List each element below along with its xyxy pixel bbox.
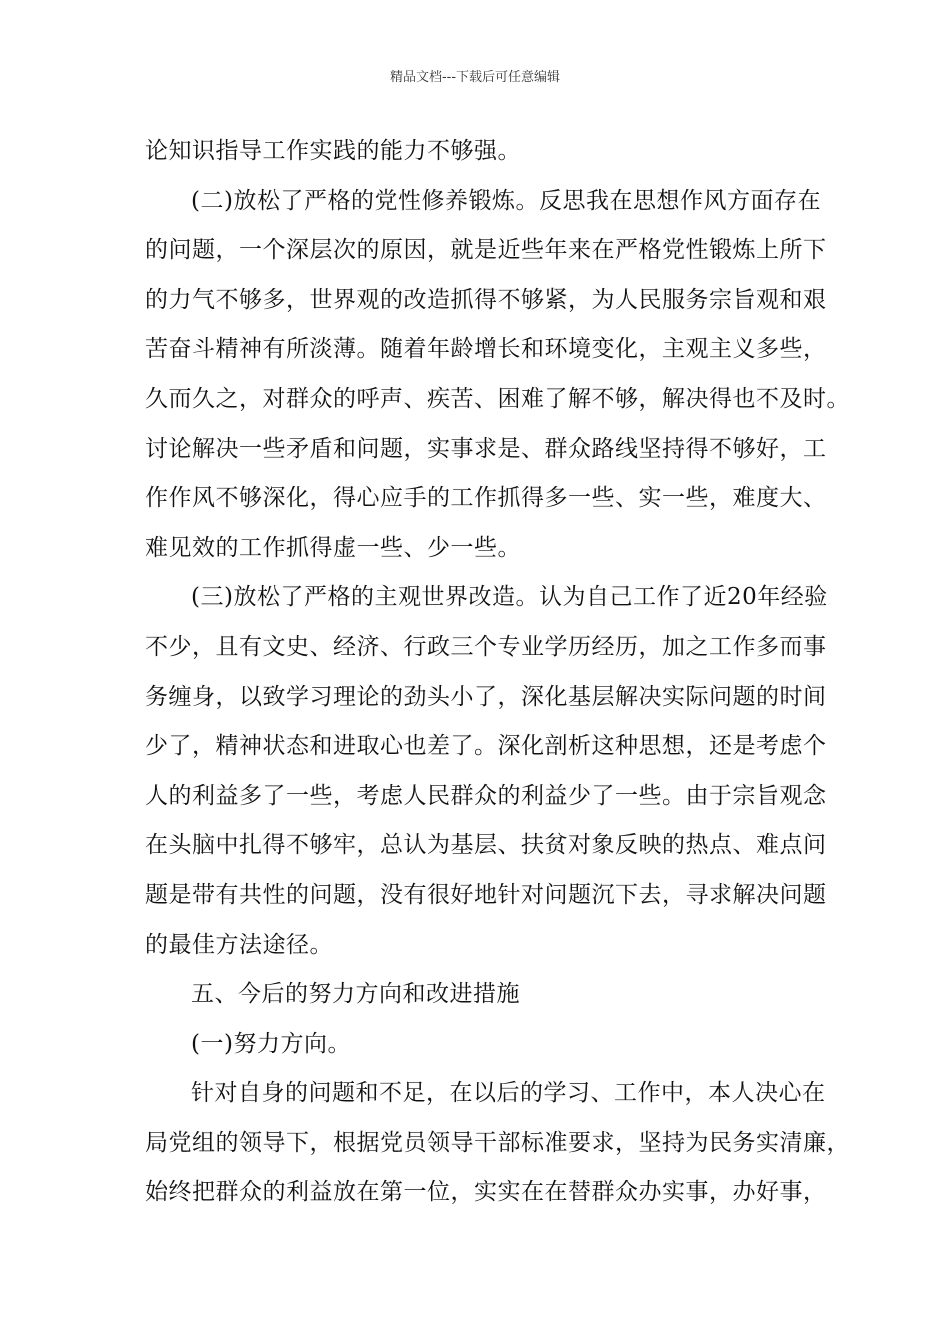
text-line: 的最佳方法途径。	[145, 931, 333, 958]
text-line: 务缠身，以致学习理论的劲头小了，深化基层解决实际问题的时间	[145, 683, 827, 710]
text-line: 作作风不够深化，得心应手的工作抓得多一些、实一些，难度大、	[145, 485, 827, 512]
text-line: 的力气不够多，世界观的改造抓得不够紧，为人民服务宗旨观和艰	[145, 286, 827, 313]
text-line: 苦奋斗精神有所淡薄。随着年龄增长和环境变化，主观主义多些，	[145, 336, 827, 363]
text-line: 久而久之，对群众的呼声、疾苦、困难了解不够，解决得也不及时。	[145, 385, 850, 412]
section-heading: 五、今后的努力方向和改进措施	[191, 981, 520, 1008]
text-line: 难见效的工作抓得虚一些、少一些。	[145, 534, 521, 561]
text-line: 少了，精神状态和进取心也差了。深化剖析这种思想，还是考虑个	[145, 733, 827, 760]
document-body	[145, 127, 850, 1218]
text-line: 在头脑中扎得不够牢，总认为基层、扶贫对象反映的热点、难点问	[145, 832, 827, 859]
paragraph-heading-line: (三)放松了严格的主观世界改造。认为自己工作了近20年经验	[191, 584, 828, 611]
text-line: 不少，且有文史、经济、行政三个专业学历经历，加之工作多而事	[145, 633, 827, 660]
text-line: 始终把群众的利益放在第一位，实实在在替群众办实事，办好事，	[145, 1179, 827, 1206]
text-line: 人的利益多了一些，考虑人民群众的利益少了一些。由于宗旨观念	[145, 782, 827, 809]
text-line: 讨论解决一些矛盾和问题，实事求是、群众路线坚持得不够好，工	[145, 435, 827, 462]
text-line: 论知识指导工作实践的能力不够强。	[145, 138, 521, 164]
page-header: 精品文档---下载后可任意编辑	[389, 70, 561, 85]
text-line: 题是带有共性的问题，没有很好地针对问题沉下去，寻求解决问题	[145, 881, 827, 908]
text-line: 局党组的领导下，根据党员领导干部标准要求，坚持为民务实清廉，	[145, 1129, 850, 1156]
subsection-heading: (一)努力方向。	[191, 1030, 351, 1057]
paragraph-heading-line: (二)放松了严格的党性修养锻炼。反思我在思想作风方面存在	[191, 187, 821, 214]
text-line: 的问题，一个深层次的原因，就是近些年来在严格党性锻炼上所下	[145, 237, 827, 264]
paragraph-start-line: 针对自身的问题和不足，在以后的学习、工作中，本人决心在	[191, 1080, 826, 1107]
